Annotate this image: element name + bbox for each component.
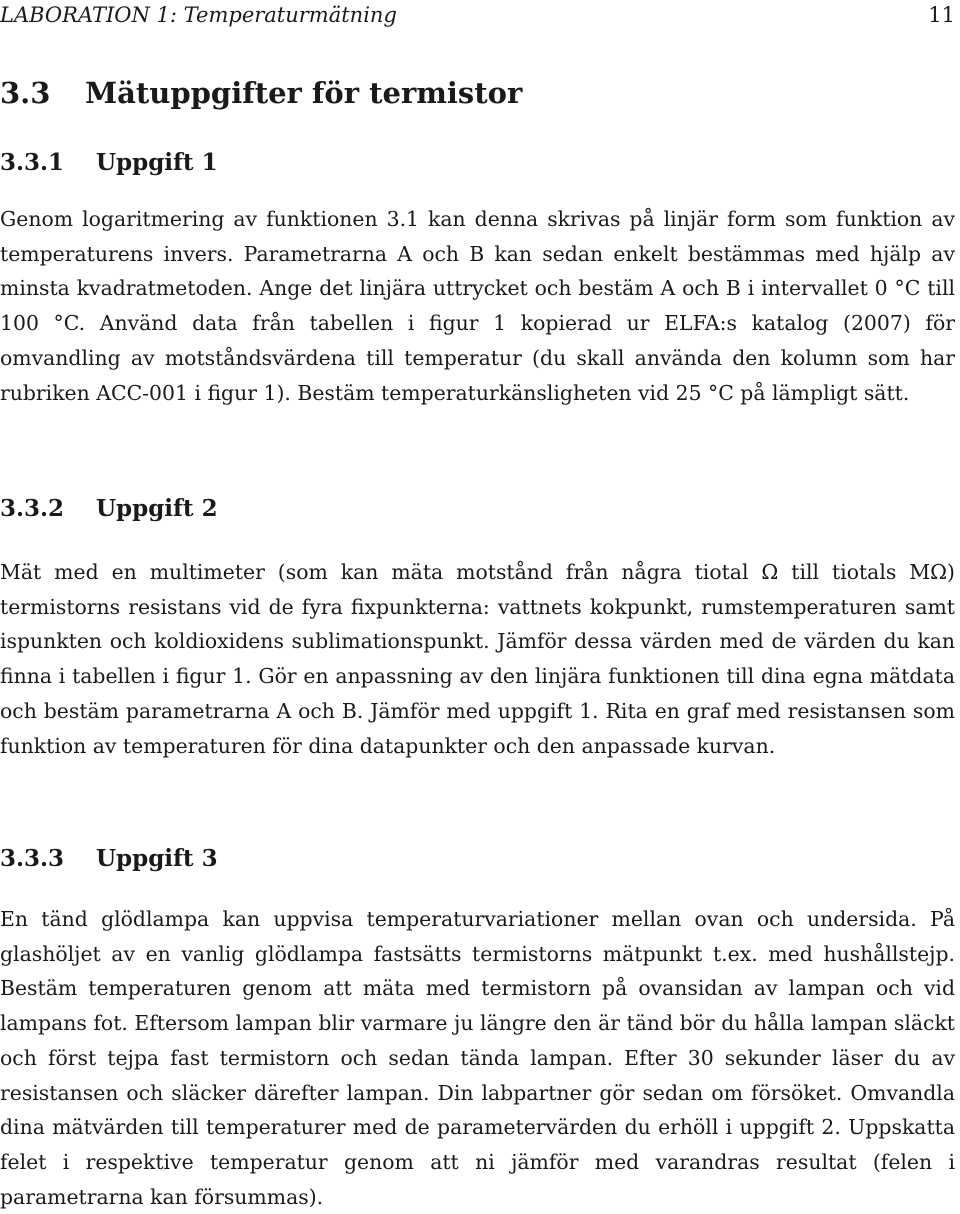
- subsection-title: Uppgift 3: [96, 845, 218, 872]
- subsection-number: 3.3.3: [0, 845, 65, 872]
- subsection-heading-uppgift-2: [0, 494, 218, 524]
- subsection-heading-uppgift-1: [0, 148, 218, 178]
- page-number: 11: [928, 3, 955, 27]
- paragraph-uppgift-3: En tänd glödlampa kan uppvisa temperaturvariationer mellan ovan och undersida. På glashöljet av en vanlig glödlampa fastsätts termistorns mätpunkt t.ex. med hushållstejp. Bestäm temperaturen genom att mäta med termistorn på ovansidan av lampan och vid lampans fot. Eftersom lampan blir varmare ju längre den är tänd bör du hålla lampan släckt och först tejpa fast termistorn och sedan tända lampan. Efter 30 sekunder läser du av resistansen och släcker därefter lampan. Din labpartner gör sedan om försöket. Omvandla dina mätvärden till temperaturer med de parametervärden du erhöll i uppgift 2. Uppskatta felet i respektive temperatur genom att ni jämför med varandras resultat (felen i parametrarna kan försummas).: [0, 907, 955, 1209]
- subsection-heading-uppgift-3: [0, 844, 218, 874]
- subsection-number: 3.3.1: [0, 149, 65, 176]
- paragraph-uppgift-2: Mät med en multimeter (som kan mäta motstånd från några tiotal Ω till tiotals MΩ) termistorns resistans vid de fyra fixpunkterna: vattnets kokpunkt, rumstemperaturen samt ispunkten och koldioxidens sublimationspunkt. Jämför dessa värden med de värden du kan finna i tabellen i figur 1. Gör en anpassning av den linjära funktionen till dina egna mätdata och bestäm parametrarna A och B. Jämför med uppgift 1. Rita en graf med resistansen som funktion av temperaturen för dina datapunkter och den anpassade kurvan.: [0, 560, 955, 758]
- running-title: LABORATION 1: Temperaturmätning: [0, 3, 397, 27]
- subsection-title: Uppgift 2: [96, 495, 218, 522]
- running-header: [0, 0, 955, 30]
- subsection-number: 3.3.2: [0, 495, 65, 522]
- section-heading: [0, 74, 522, 112]
- section-number: 3.3: [0, 76, 51, 110]
- subsection-title: Uppgift 1: [96, 149, 218, 176]
- section-title: Mätuppgifter för termistor: [85, 76, 523, 110]
- paragraph-uppgift-1: Genom logaritmering av funktionen 3.1 kan denna skrivas på linjär form som funktion av temperaturens invers. Parametrarna A och B kan sedan enkelt bestämmas med hjälp av minsta kvadratmetoden. Ange det linjära uttrycket och bestäm A och B i intervallet 0 °C till 100 °C. Använd data från tabellen i figur 1 kopierad ur ELFA:s katalog (2007) för omvandling av motståndsvärdena till temperatur (du skall använda den kolumn som har rubriken ACC-001 i figur 1). Bestäm temperaturkänsligheten vid 25 °C på lämpligt sätt.: [0, 207, 955, 405]
